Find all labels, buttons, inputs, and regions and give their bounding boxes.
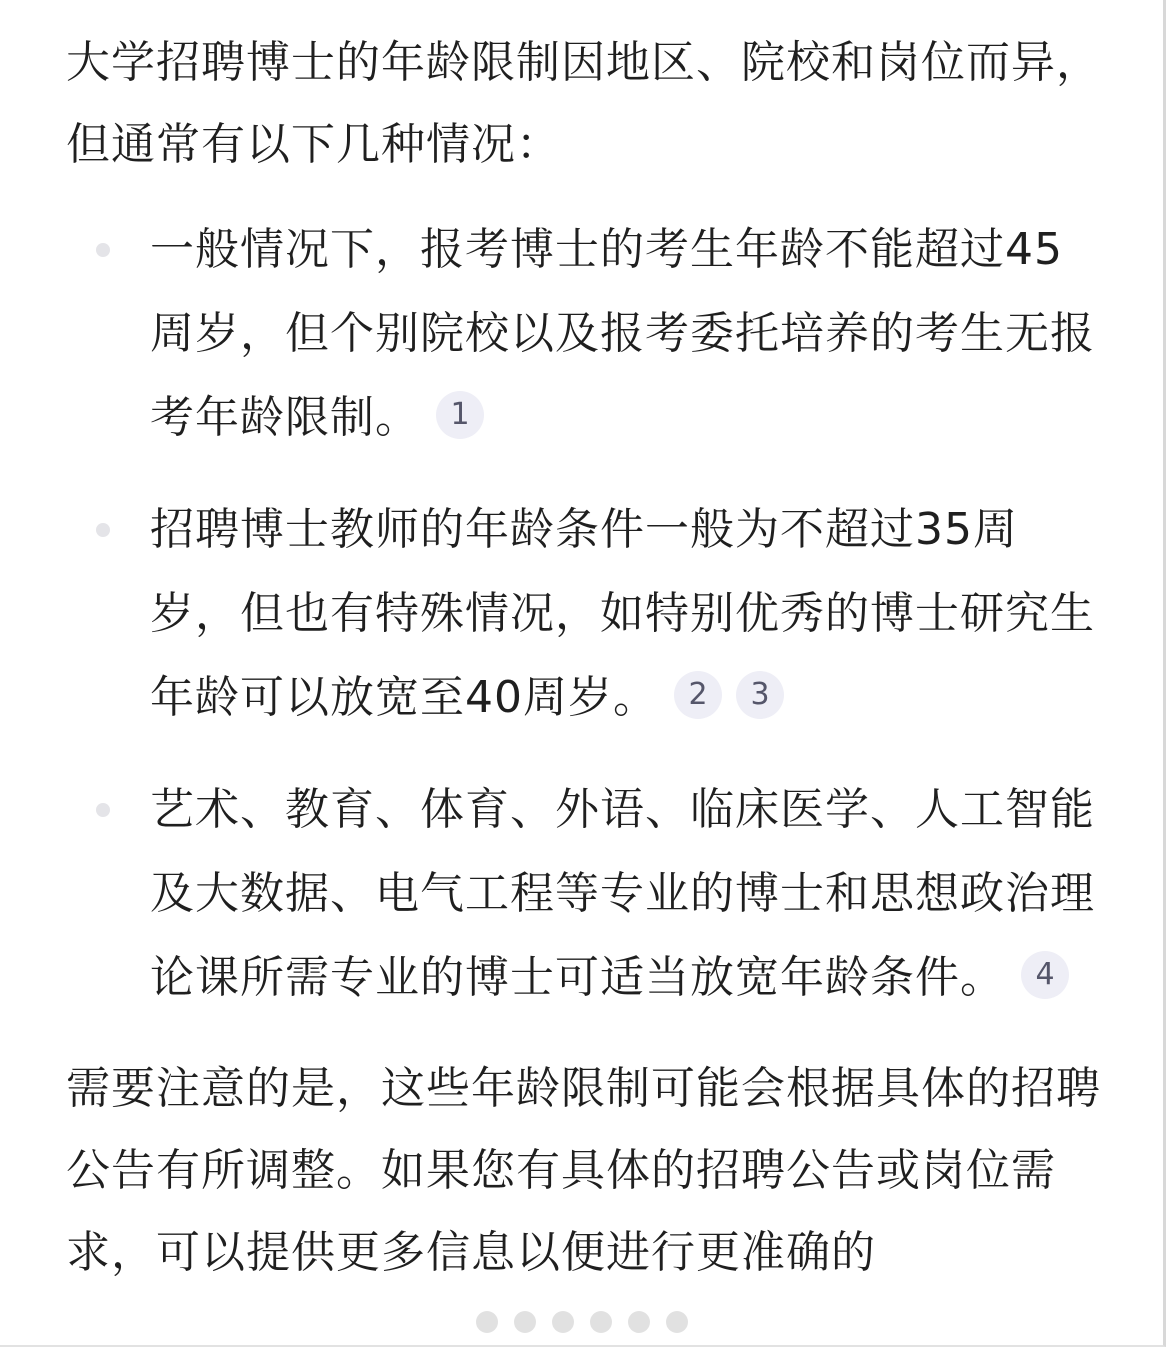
watermark-glyph-icon (476, 1311, 498, 1333)
watermark-glyph-icon (590, 1311, 612, 1333)
list-item (66, 768, 1106, 1020)
citation-badge[interactable]: 1 (436, 391, 484, 439)
list-item (66, 488, 1106, 740)
list-item-text: 招聘博士教师的年龄条件一般为不超过35周岁，但也有特殊情况，如特别优秀的博士研究生年龄可以放宽至40周岁。 (150, 504, 1095, 723)
bullet-dot-icon (96, 243, 110, 257)
list-item (66, 208, 1106, 460)
citation-badge[interactable]: 2 (674, 671, 722, 719)
answer-content (66, 22, 1106, 1294)
watermark-glyph-icon (628, 1311, 650, 1333)
bullet-dot-icon (96, 523, 110, 537)
list-item-text: 艺术、教育、体育、外语、临床医学、人工智能及大数据、电气工程等专业的博士和思想政治理论课所需专业的博士可适当放宽年龄条件。 (150, 784, 1095, 1003)
list-item-text: 一般情况下，报考博士的考生年龄不能超过45周岁，但个别院校以及报考委托培养的考生无报考年龄限制。 (150, 224, 1095, 443)
answer-list (66, 208, 1106, 1020)
answer-conclusion: 需要注意的是，这些年龄限制可能会根据具体的招聘公告有所调整。如果您有具体的招聘公告或岗位需求，可以提供更多信息以便进行更准确的 (66, 1063, 1101, 1278)
watermark-glyph-icon (666, 1311, 688, 1333)
citation-badge[interactable]: 3 (736, 671, 784, 719)
answer-intro: 大学招聘博士的年龄限制因地区、院校和岗位而异，但通常有以下几种情况： (66, 37, 1101, 170)
bullet-dot-icon (96, 803, 110, 817)
watermark-glyph-icon (552, 1311, 574, 1333)
watermark-logo (470, 1307, 700, 1335)
citation-badge[interactable]: 4 (1021, 951, 1069, 999)
watermark-glyph-icon (514, 1311, 536, 1333)
